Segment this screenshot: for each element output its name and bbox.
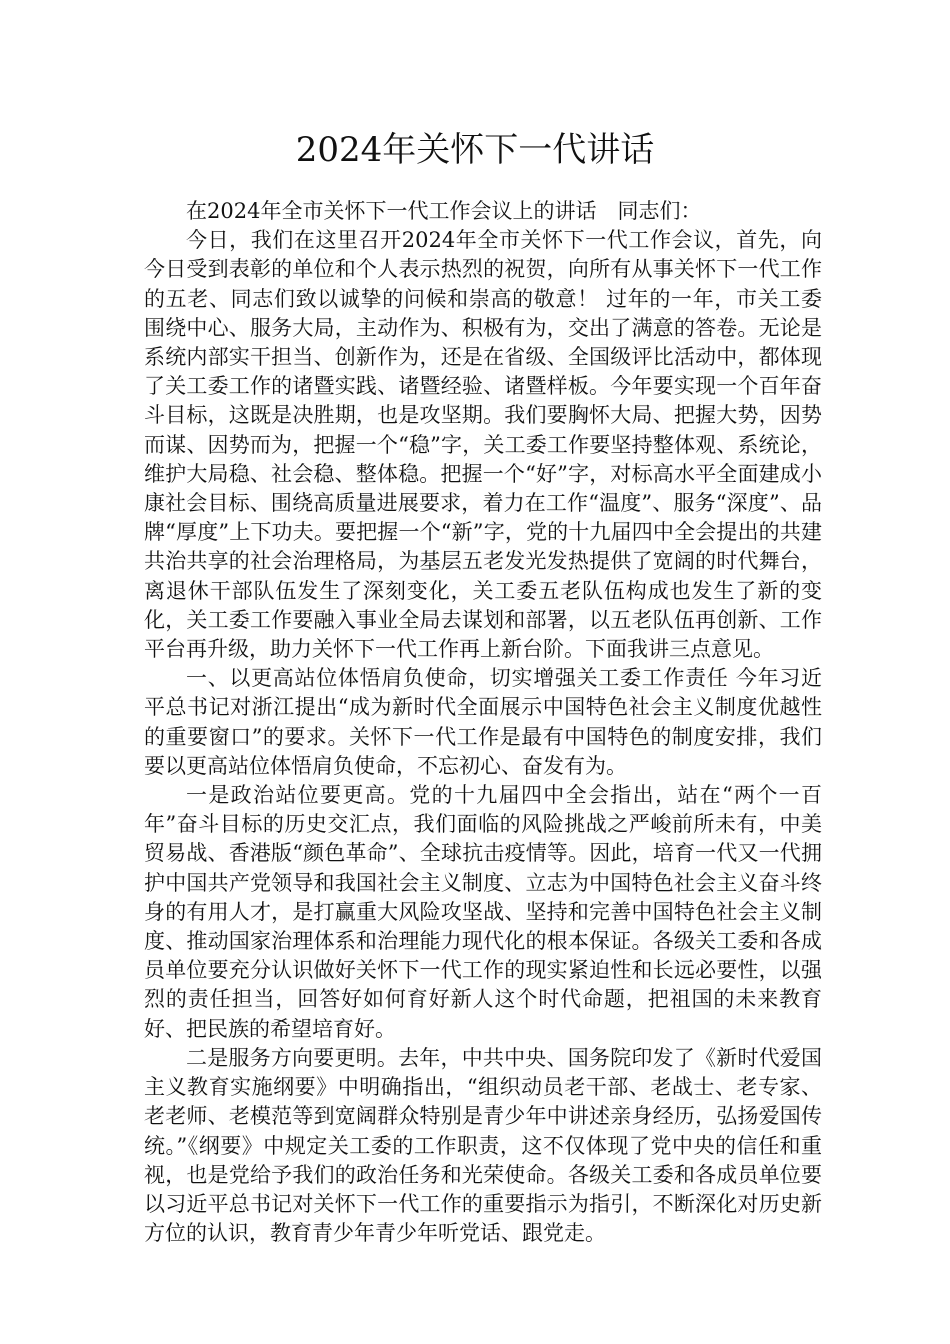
paragraph-opening: 在2024年全市关怀下一代工作会议上的讲话 同志们： (186, 199, 702, 223)
paragraph-section-one: 一、以更高站位体悟肩负使命，切实增强关工委工作责任 今年习近平总书记对浙江提出“成为新时代全面展示中国特色社会主义制度优越性的重要窗口”的要求。关怀下一代工作是最有中国特色的制度安排，我们要以更高站位体悟肩负使命，不忘初心、奋发有为。 (144, 666, 822, 778)
document-body (144, 197, 822, 1248)
paragraph-political-stance: 一是政治站位要更高。党的十九届四中全会指出，站在“两个一百年”奋斗目标的历史交汇点，我们面临的风险挑战之严峻前所未有，中美贸易战、香港版“颜色革命”、全球抗击疫情等。因此，培育一代又一代拥护中国共产党领导和我国社会主义制度、立志为中国特色社会主义奋斗终身的有用人才，是打赢重大风险攻坚战、坚持和完善中国特色社会主义制度、推动国家治理体系和治理能力现代化的根本保证。各级关工委和各成员单位要充分认识做好关怀下一代工作的现实紧迫性和长远必要性，以强烈的责任担当，回答好如何育好新人这个时代命题，把祖国的未来教育好、把民族的希望培育好。 (144, 783, 822, 1041)
document-title: 2024年关怀下一代讲话 (295, 130, 655, 170)
paragraph-service-direction: 二是服务方向要更明。去年，中共中央、国务院印发了《新时代爱国主义教育实施纲要》中明确指出，“组织动员老干部、老战士、老专家、老老师、老模范等到宽阔群众特别是青少年中讲述亲身经历，弘扬爱国传统。”《纲要》中规定关工委的工作职责，这不仅体现了党中央的信任和重视，也是党给予我们的政治任务和光荣使命。各级关工委和各成员单位要以习近平总书记对关怀下一代工作的重要指示为指引，不断深化对历史新方位的认识，教育青少年青少年听党话、跟党走。 (144, 1045, 822, 1246)
paragraph-introduction: 今日，我们在这里召开2024年全市关怀下一代工作会议，首先，向今日受到表彰的单位和个人表示热烈的祝贺，向所有从事关怀下一代工作的五老、同志们致以诚挚的问候和崇高的敬意！ 过年的一年，市关工委围绕中心、服务大局，主动作为、积极有为，交出了满意的答卷。无论是系统内部实干担当、创新作为，还是在省级、全国级评比活动中，都体现了关工委工作的诸暨实践、诸暨经验、诸暨样板。今年要实现一个百年奋斗目标，这既是决胜期，也是攻坚期。我们要胸怀大局、把握大势，因势而谋、因势而为，把握一个“稳”字，关工委工作要坚持整体观、系统论，维护大局稳、社会稳、整体稳。把握一个“好”字，对标高水平全面建成小康社会目标、围绕高质量进展要求，着力在工作“温度”、服务“深度”、品牌“厚度”上下功夫。要把握一个“新”字，党的十九届四中全会提出的共建共治共享的社会治理格局，为基层五老发光发热提供了宽阔的时代舞台，离退休干部队伍发生了深刻变化，关工委五老队伍构成也发生了新的变化，关工委工作要融入事业全局去谋划和部署，以五老队伍再创新、工作平台再升级，助力关怀下一代工作再上新台阶。下面我讲三点意见。 (144, 228, 822, 662)
